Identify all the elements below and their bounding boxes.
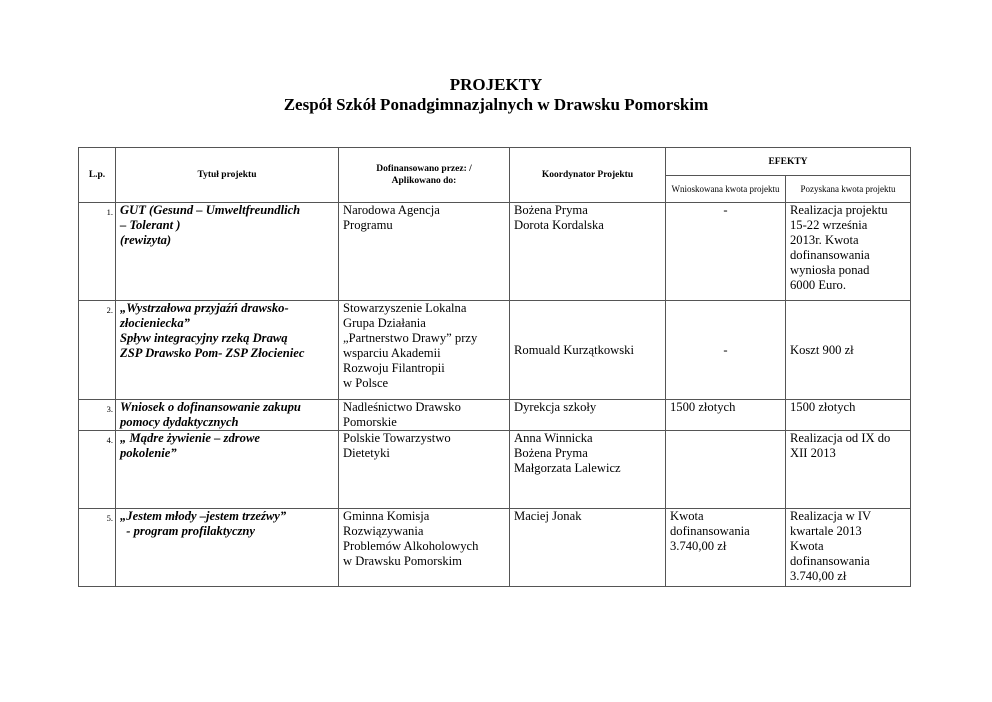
header-coordinator: Koordynator Projektu bbox=[510, 148, 666, 203]
project-coordinator: Dyrekcja szkoły bbox=[510, 400, 666, 431]
header-effects: EFEKTY bbox=[666, 148, 911, 176]
requested-amount: Kwota dofinansowania 3.740,00 zł bbox=[666, 509, 786, 587]
row-number: 2. bbox=[79, 301, 116, 400]
obtained-amount: Realizacja od IX do XII 2013 bbox=[786, 431, 911, 509]
requested-amount: - bbox=[666, 203, 786, 301]
funding-source: Narodowa Agencja Programu bbox=[339, 203, 510, 301]
table-row bbox=[79, 301, 911, 400]
page-title: PROJEKTY bbox=[449, 75, 543, 94]
row-number: 3. bbox=[79, 400, 116, 431]
header-title: Tytuł projektu bbox=[116, 148, 339, 203]
page-subtitle: Zespół Szkół Ponadgimnazjalnych w Drawsku Pomorskim bbox=[283, 95, 709, 114]
row-number: 4. bbox=[79, 431, 116, 509]
table-row bbox=[79, 431, 911, 509]
header-obtained: Pozyskana kwota projektu bbox=[786, 176, 911, 203]
funding-source: Nadleśnictwo Drawsko Pomorskie bbox=[339, 400, 510, 431]
requested-amount: - bbox=[666, 301, 786, 400]
project-title: „Jestem młody –jestem trzeźwy” - program profilaktyczny bbox=[116, 509, 339, 587]
header-funding: Dofinansowano przez: / Aplikowano do: bbox=[339, 148, 510, 203]
project-title: „ Mądre żywienie – zdrowe pokolenie” bbox=[116, 431, 339, 509]
requested-amount: 1500 złotych bbox=[666, 400, 786, 431]
requested-amount bbox=[666, 431, 786, 509]
projects-table bbox=[78, 147, 911, 587]
obtained-amount: Koszt 900 zł bbox=[786, 301, 911, 400]
funding-source: Polskie Towarzystwo Dietetyki bbox=[339, 431, 510, 509]
funding-source: Gminna Komisja Rozwiązywania Problemów Alkoholowych w Drawsku Pomorskim bbox=[339, 509, 510, 587]
table-row bbox=[79, 400, 911, 431]
obtained-amount: Realizacja w IV kwartale 2013 Kwota dofinansowania 3.740,00 zł bbox=[786, 509, 911, 587]
funding-source: Stowarzyszenie Lokalna Grupa Działania „Partnerstwo Drawy” przy wsparciu Akademii Rozwoju Filantropii w Polsce bbox=[339, 301, 510, 400]
row-number: 5. bbox=[79, 509, 116, 587]
table-row bbox=[79, 509, 911, 587]
obtained-amount: Realizacja projektu 15-22 września 2013r. Kwota dofinansowania wyniosła ponad 6000 Euro. bbox=[786, 203, 911, 301]
project-title: GUT (Gesund – Umweltfreundlich – Tolerant ) (rewizyta) bbox=[116, 203, 339, 301]
project-coordinator: Maciej Jonak bbox=[510, 509, 666, 587]
project-coordinator: Anna Winnicka Bożena Pryma Małgorzata Lalewicz bbox=[510, 431, 666, 509]
row-number: 1. bbox=[79, 203, 116, 301]
project-title: „Wystrzałowa przyjaźń drawsko- złocieniecka” Spływ integracyjny rzeką Drawą ZSP Drawsko Pom- ZSP Złocieniec bbox=[116, 301, 339, 400]
header-requested: Wnioskowana kwota projektu bbox=[666, 176, 786, 203]
obtained-amount: 1500 złotych bbox=[786, 400, 911, 431]
project-title: Wniosek o dofinansowanie zakupu pomocy dydaktycznych bbox=[116, 400, 339, 431]
project-coordinator: Bożena Pryma Dorota Kordalska bbox=[510, 203, 666, 301]
table-row bbox=[79, 203, 911, 301]
header-lp: L.p. bbox=[79, 148, 116, 203]
project-coordinator: Romuald Kurzątkowski bbox=[510, 301, 666, 400]
